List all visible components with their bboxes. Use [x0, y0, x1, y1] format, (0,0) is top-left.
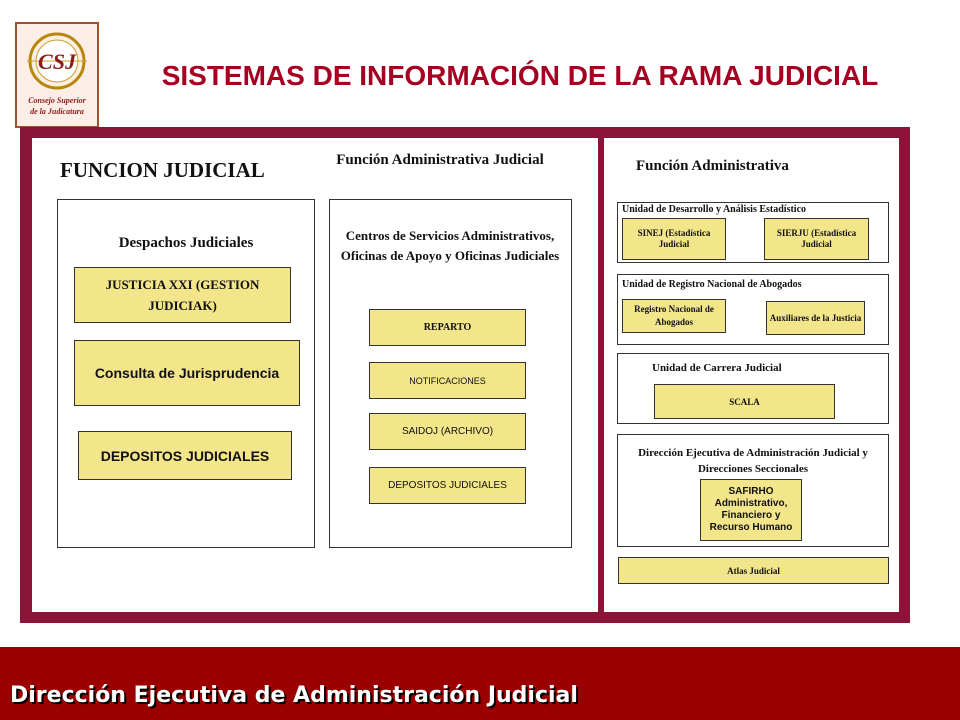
label-unidad-carrera: Unidad de Carrera Judicial — [652, 362, 782, 374]
logo-line-1: Consejo Superior — [28, 96, 86, 105]
page-title: SISTEMAS DE INFORMACIÓN DE LA RAMA JUDICIAL — [161, 60, 879, 91]
system-sinej[interactable]: SINEJ (Estadística Judicial — [622, 218, 726, 260]
logo-line-2: de la Judicatura — [30, 107, 84, 116]
heading-funcion-administrativa: Función Administrativa — [636, 158, 789, 174]
system-safirho[interactable]: SAFIRHO Administrativo, Financiero y Recurso Humano — [700, 479, 802, 541]
system-scala[interactable]: SCALA — [654, 384, 835, 419]
label-centros-servicios: Centros de Servicios Administrativos, Oficinas de Apoyo y Oficinas Judiciales — [340, 228, 560, 263]
heading-funcion-administrativa-judicial: Función Administrativa Judicial — [336, 152, 544, 168]
system-notificaciones[interactable]: NOTIFICACIONES — [369, 362, 526, 399]
label-despachos-judiciales: Despachos Judiciales — [118, 235, 254, 251]
system-depositos-judiciales-centro[interactable]: DEPOSITOS JUDICIALES — [369, 467, 526, 504]
label-unidad-registro: Unidad de Registro Nacional de Abogados — [622, 279, 802, 290]
system-consulta-jurisprudencia[interactable]: Consulta de Jurisprudencia — [74, 340, 300, 406]
footer-text: Dirección Ejecutiva de Administración Judicial — [10, 683, 578, 708]
system-registro-nacional-abogados[interactable]: Registro Nacional de Abogados — [622, 299, 726, 333]
seal-icon — [23, 32, 91, 90]
system-reparto[interactable]: REPARTO — [369, 309, 526, 346]
system-justicia-xxi[interactable]: JUSTICIA XXI (GESTION JUDICIAK) — [74, 267, 291, 323]
system-depositos-judiciales[interactable]: DEPOSITOS JUDICIALES — [78, 431, 292, 480]
system-auxiliares-justicia[interactable]: Auxiliares de la Justicia — [766, 301, 865, 335]
system-atlas-judicial[interactable]: Atlas Judicial — [618, 557, 889, 584]
label-unidad-desarrollo: Unidad de Desarrollo y Análisis Estadístico — [622, 204, 807, 215]
label-direccion-ejecutiva: Dirección Ejecutiva de Administración Judicial y Direcciones Seccionales — [638, 447, 868, 475]
csj-logo — [15, 22, 99, 128]
heading-funcion-judicial: FUNCION JUDICIAL — [60, 158, 265, 182]
system-saidoj[interactable]: SAIDOJ (ARCHIVO) — [369, 413, 526, 450]
seal-text: CSJ — [38, 49, 76, 74]
system-sierju[interactable]: SIERJU (Estadística Judicial — [764, 218, 869, 260]
